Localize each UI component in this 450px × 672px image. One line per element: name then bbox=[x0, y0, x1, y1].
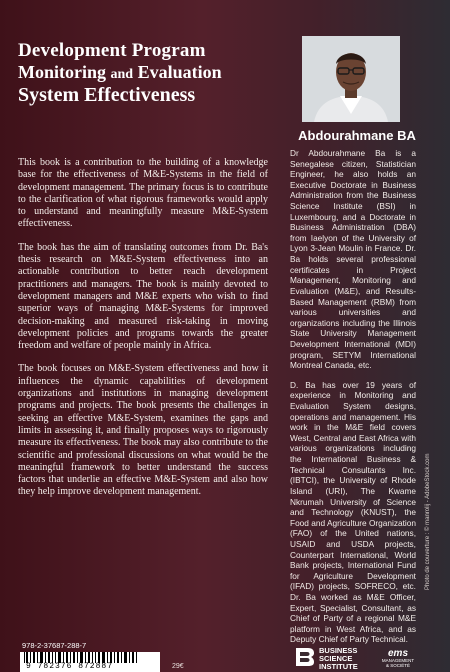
bsi-line-1: BUSINESS bbox=[319, 646, 358, 655]
ems-logo bbox=[376, 648, 420, 669]
title-line-1: Development Program bbox=[18, 40, 206, 61]
blurb-paragraph-3: The book focuses on M&E-System effectiveness and how it influences the dynamic capabilities of development organizations and institutions in managing development programs and projects. The book presents the challenges in seeking an effective M&E-System, examines the gaps and limits in assessing it, and finally proposes ways to rigorously measure its effectiveness. The book may also contribute to the scientific and professional discussions on what would be the meaningful framework to better understand the success factors that underlie an effective M&E-System and also how they help improve development management. bbox=[18, 363, 268, 498]
title-line-2-part-a: Monitoring bbox=[18, 62, 111, 83]
book-title bbox=[18, 40, 258, 108]
barcode-digits: 9 782376 872887 bbox=[26, 662, 114, 671]
isbn: 978-2-37687-288-7 bbox=[22, 641, 87, 650]
bio-paragraph-1: Dr Abdourahmane Ba is a Senegalese citizen, Statistician Engineer, he also holds an Executive Doctorate in Business Administration from the Business Science Institute (BSI) in Luxembourg, and a Doctorate in Business Administration (DBA) from Iaelyon of the University of Lyon 3-Jean Moulin in France. Dr. Ba holds several professional certificates in Project Management, Monitoring and Evaluation (M&E), and Results-Based Management (RBM) from various universities and organizations including the Illinois State University Management Development International (MDI) program, SETYM International Montreal Canada, etc. bbox=[290, 148, 416, 371]
author-bio bbox=[290, 148, 416, 654]
title-line-2-part-c: Evaluation bbox=[133, 62, 222, 83]
bsi-wordmark bbox=[319, 647, 358, 671]
ems-sub-line-2: & SOCIÉTÉ bbox=[385, 662, 410, 668]
blurb-paragraph-2: The book has the aim of translating outcomes from Dr. Ba's thesis research on M&E-System effectiveness into an actionable contribution to better reach development practitioners and managers. The book is mainly devoted to development managers and M&E experts who wish to find superior ways of managing M&E-Systems for improved decision-making and measured risk-taking in moving development policies and programs towards the greater freedom and welfare of people mainly in Africa. bbox=[18, 241, 268, 352]
title-line-2-and: and bbox=[110, 67, 134, 83]
title-line-3: System Effectiveness bbox=[18, 83, 196, 106]
book-blurb bbox=[18, 157, 268, 510]
cover-photo-credit: Photo de couverture : © manrolij - AdobeStock.com bbox=[425, 453, 431, 590]
price-code: 29€ bbox=[172, 663, 184, 670]
bsi-line-3: INSTITUTE bbox=[319, 661, 358, 671]
bio-paragraph-2: D. Ba has over 19 years of experience in Monitoring and Evaluation System designs, operations and management. His work in the M&E field covers West, Central and East Africa with various organizations including the International Business & Technical Consultants Inc. (IBTCI), the University of Rhode Island (URI), The Kwame Nkrumah University of Science and Technology (KNUST), the Food and Agriculture Organization (FAO) of the United nations, USAID and USDA projects, Counterpart International, World Bank projects, International Fund for Agriculture Development (IFAD) projects, SOFRECO, etc. Dr. Ba worked as M&E Officer, Expert, Specialist, Consultant, as Chief of Party of a regional M&E platform in West Africa, and as Deputy Chief of Party Technical. bbox=[290, 379, 416, 645]
barcode bbox=[20, 652, 160, 672]
title-line-2 bbox=[18, 62, 258, 84]
author-name: Abdourahmane BA bbox=[298, 128, 416, 143]
ems-logo-icon: ems bbox=[387, 648, 408, 659]
ems-sub-line-1: MANAGEMENT bbox=[381, 658, 415, 663]
bsi-logo-icon bbox=[294, 646, 316, 668]
author-photo bbox=[302, 36, 400, 122]
blurb-paragraph-1: This book is a contribution to the building of a knowledge base for the effectiveness of M&E-Systems in the field of development management. The primary focus is to contribute to the clarification of what rigorous frameworks would apply to understand and meaningfully measure M&E-System effectiveness. bbox=[18, 157, 268, 230]
portrait-photo-icon bbox=[302, 36, 400, 122]
bsi-line-2: SCIENCE bbox=[319, 653, 353, 663]
